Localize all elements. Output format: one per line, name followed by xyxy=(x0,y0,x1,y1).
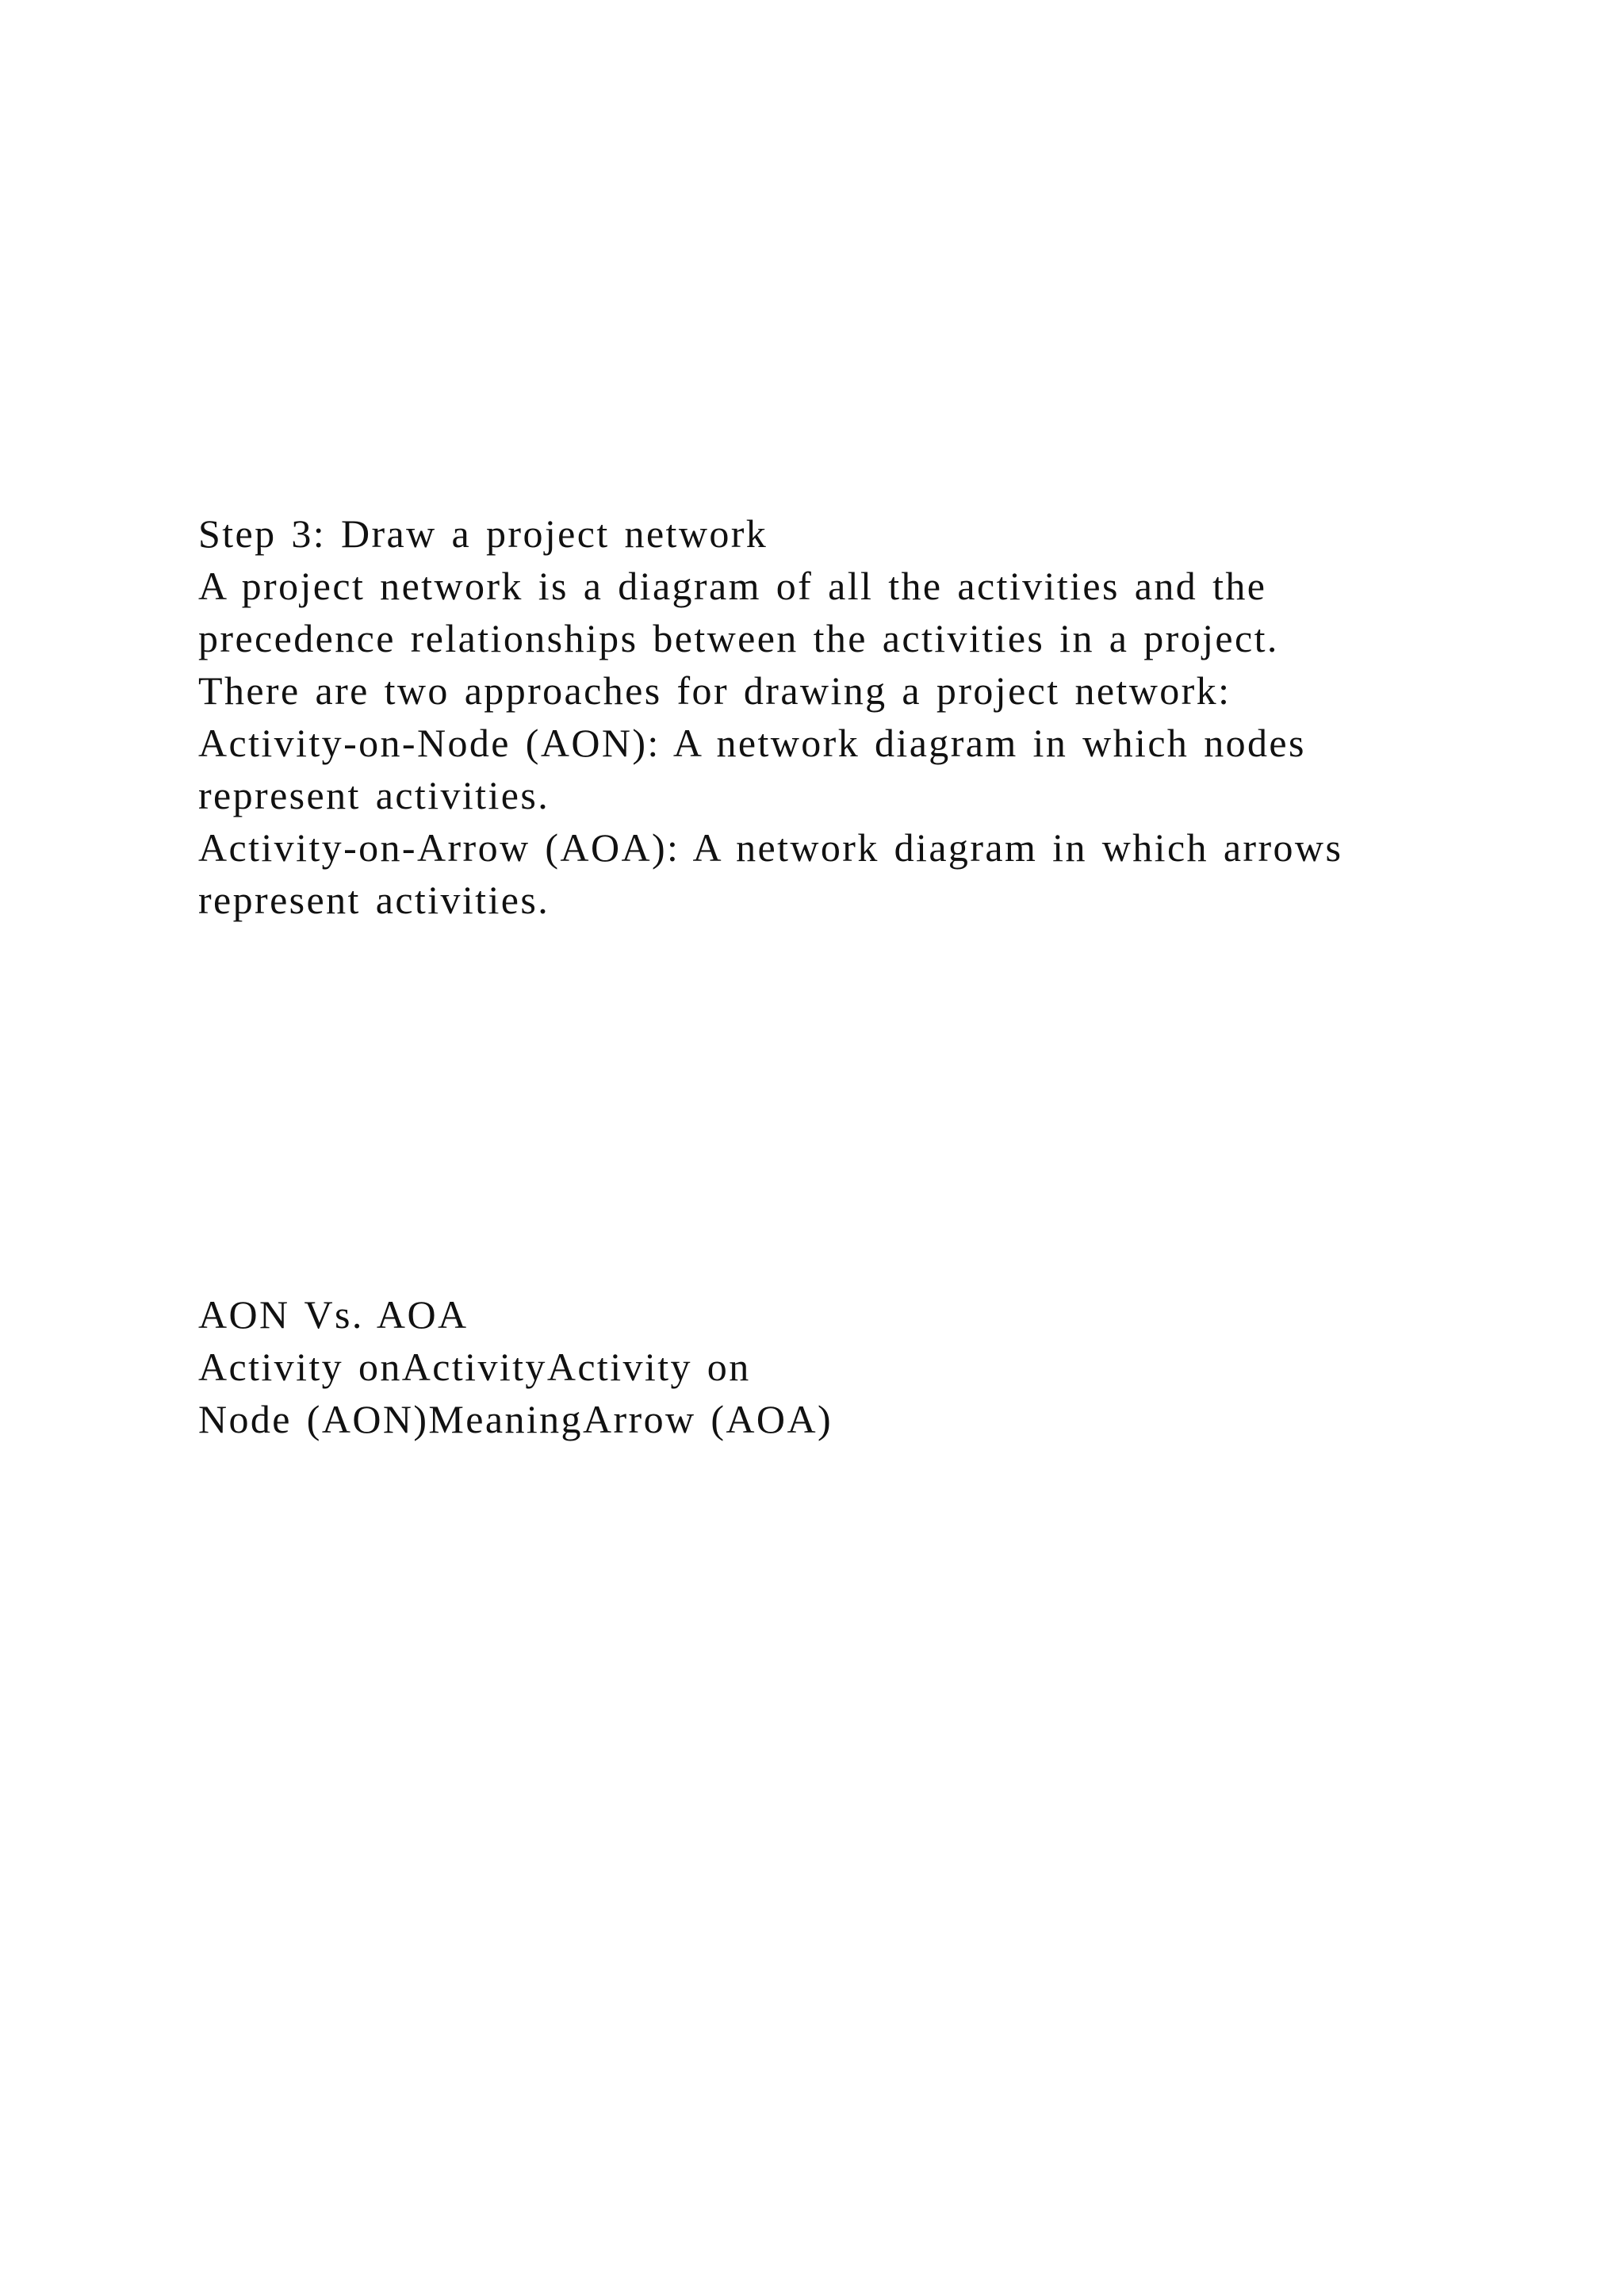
comparison-row: Activity onActivityActivity on xyxy=(198,1345,751,1389)
aon-definition-line: Activity-on-Node (AON): A network diagram in which nodes xyxy=(198,721,1306,765)
aon-definition-line: represent activities. xyxy=(198,773,550,817)
step-3-section xyxy=(198,507,1546,926)
aon-vs-aoa-section xyxy=(198,1288,1546,1445)
paragraph-line: A project network is a diagram of all the activities and the xyxy=(198,564,1267,608)
paragraph-line: There are two approaches for drawing a project network: xyxy=(198,668,1231,713)
comparison-heading: AON Vs. AOA xyxy=(198,1292,469,1337)
section-heading: Step 3: Draw a project network xyxy=(198,511,768,556)
aoa-definition-line: Activity-on-Arrow (AOA): A network diagram in which arrows xyxy=(198,825,1343,870)
comparison-row: Node (AON)MeaningArrow (AOA) xyxy=(198,1397,833,1441)
paragraph-line: precedence relationships between the activities in a project. xyxy=(198,616,1279,660)
aoa-definition-line: represent activities. xyxy=(198,878,550,922)
